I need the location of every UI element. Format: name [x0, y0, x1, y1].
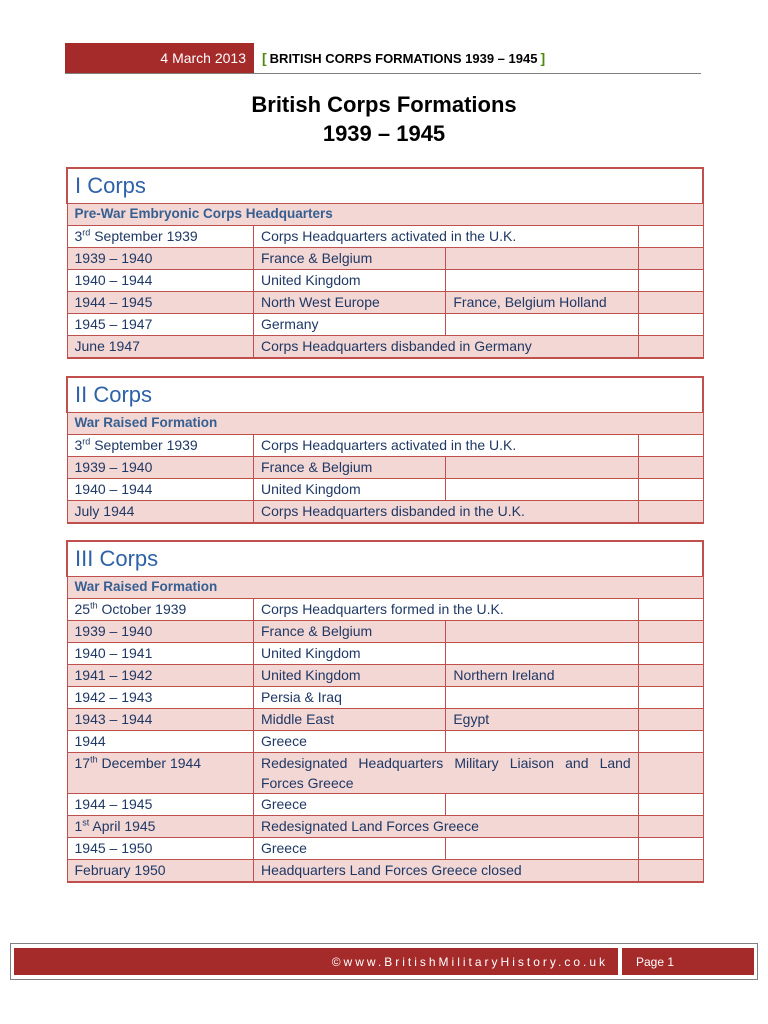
row-date [67, 794, 253, 816]
row-date-text: 1944 – 1945 [74, 294, 153, 310]
row-date-rest: December 1944 [97, 755, 202, 771]
row-date [67, 731, 253, 753]
table-row [67, 457, 703, 479]
header-bracket-close: ] [540, 50, 546, 66]
row-date-text: 1944 [74, 733, 106, 749]
row-date-text: June 1947 [74, 338, 140, 354]
document-title [0, 90, 768, 148]
row-date-text: 25 [74, 601, 91, 617]
row-empty-cell [638, 435, 703, 457]
row-date [67, 838, 253, 860]
row-empty-cell [638, 621, 703, 643]
row-location: Corps Headquarters formed in the U.K. [253, 599, 638, 621]
row-location: Persia & Iraq [253, 687, 445, 709]
row-date-rest: October 1939 [97, 601, 187, 617]
row-detail [446, 314, 638, 336]
table-row [67, 643, 703, 665]
row-date [67, 501, 254, 524]
row-location: Corps Headquarters activated in the U.K. [254, 435, 639, 457]
row-date-rest: September 1939 [90, 437, 198, 453]
row-detail [446, 457, 638, 479]
row-empty-cell [638, 501, 703, 524]
row-empty-cell [638, 753, 703, 794]
row-empty-cell [638, 665, 703, 687]
row-date-ordinal: st [82, 817, 90, 828]
corps-table [66, 167, 704, 359]
row-date [67, 621, 253, 643]
row-empty-cell [638, 270, 703, 292]
row-detail [446, 270, 638, 292]
table-row [67, 501, 703, 524]
row-empty-cell [638, 731, 703, 753]
document-title-line1: British Corps Formations [251, 92, 517, 117]
row-date-text: 1939 – 1940 [74, 623, 153, 639]
row-location: Corps Headquarters disbanded in the U.K. [254, 501, 639, 524]
row-date [67, 665, 253, 687]
table-row [67, 816, 703, 838]
row-date [67, 292, 253, 314]
row-date-text: 1944 – 1945 [74, 796, 153, 812]
row-location: Greece [253, 838, 445, 860]
row-date-rest: April 1945 [89, 818, 156, 834]
row-detail [446, 794, 638, 816]
table-row [67, 687, 703, 709]
row-location: Corps Headquarters disbanded in Germany [253, 336, 638, 359]
table-row [67, 665, 703, 687]
row-empty-cell [638, 599, 703, 621]
row-date [67, 226, 253, 248]
row-empty-cell [638, 687, 703, 709]
row-date-ordinal: th [90, 754, 98, 765]
table-row [67, 435, 703, 457]
row-detail [446, 643, 638, 665]
row-location: Redesignated Headquarters Military Liaison and Land Forces Greece [253, 753, 638, 794]
row-detail [446, 248, 638, 270]
table-row [67, 336, 703, 359]
row-date-text: 1945 – 1950 [74, 840, 153, 856]
row-location: Headquarters Land Forces Greece closed [253, 860, 638, 883]
table-row [67, 709, 703, 731]
table-row [67, 860, 703, 883]
row-detail [446, 687, 638, 709]
corps-subtitle: Pre-War Embryonic Corps Headquarters [67, 204, 703, 226]
corps-subtitle: War Raised Formation [67, 577, 703, 599]
row-detail [446, 838, 638, 860]
table-row [67, 292, 703, 314]
row-empty-cell [638, 860, 703, 883]
row-date [67, 599, 253, 621]
row-empty-cell [638, 314, 703, 336]
corps-name: II Corps [67, 377, 703, 413]
corps-table [66, 540, 704, 883]
table-row [67, 248, 703, 270]
row-empty-cell [638, 838, 703, 860]
table-row [67, 479, 703, 501]
table-row [67, 838, 703, 860]
row-date [67, 687, 253, 709]
row-date-ordinal: th [90, 600, 98, 611]
row-location: United Kingdom [253, 270, 445, 292]
row-location: France & Belgium [254, 457, 446, 479]
row-location: United Kingdom [253, 665, 445, 687]
corps-name: III Corps [67, 541, 703, 577]
row-date-text: 3 [74, 228, 83, 244]
row-date [67, 314, 253, 336]
corps-table [66, 376, 704, 524]
row-date-text: 1 [74, 818, 83, 834]
table-row [67, 794, 703, 816]
footer-page-number: Page 1 [622, 948, 754, 975]
row-date [67, 860, 253, 883]
table-row [67, 599, 703, 621]
row-date-text: 1939 – 1940 [74, 250, 153, 266]
row-empty-cell [638, 292, 703, 314]
row-date-text: 1940 – 1944 [74, 272, 153, 288]
row-empty-cell [638, 794, 703, 816]
row-location: France & Belgium [253, 248, 445, 270]
row-date-text: 1943 – 1944 [74, 711, 153, 727]
row-date-text: February 1950 [74, 862, 166, 878]
row-date-text: 1941 – 1942 [74, 667, 153, 683]
header-title-block [262, 43, 545, 73]
row-location: United Kingdom [254, 479, 446, 501]
row-date-text: 1939 – 1940 [74, 459, 153, 475]
table-row [67, 226, 703, 248]
page-footer [10, 943, 758, 980]
row-location: France & Belgium [253, 621, 445, 643]
header-bracket-open: [ [262, 50, 267, 66]
table-row [67, 270, 703, 292]
row-location: Greece [253, 794, 445, 816]
row-date [67, 435, 254, 457]
footer-website[interactable]: ©www.BritishMilitaryHistory.co.uk [14, 948, 618, 975]
row-date-text: 1940 – 1941 [74, 645, 153, 661]
row-detail: France, Belgium Holland [446, 292, 638, 314]
row-location: Greece [253, 731, 445, 753]
corps-name: I Corps [67, 168, 703, 204]
row-empty-cell [638, 709, 703, 731]
row-detail [446, 621, 638, 643]
row-empty-cell [638, 457, 703, 479]
header-date: 4 March 2013 [65, 43, 254, 73]
row-empty-cell [638, 336, 703, 359]
header-title: BRITISH CORPS FORMATIONS 1939 – 1945 [269, 50, 538, 66]
row-date [67, 479, 254, 501]
row-date [67, 753, 253, 794]
document-title-line2: 1939 – 1945 [322, 121, 446, 146]
row-date-text: 1942 – 1943 [74, 689, 153, 705]
row-date-text: July 1944 [74, 503, 135, 519]
row-date-rest: September 1939 [90, 228, 198, 244]
row-detail [446, 731, 638, 753]
row-detail: Egypt [446, 709, 638, 731]
row-date [67, 457, 254, 479]
row-empty-cell [638, 226, 703, 248]
row-date-ordinal: rd [82, 227, 91, 238]
table-row [67, 753, 703, 794]
row-date-ordinal: rd [82, 436, 91, 447]
row-date-text: 1945 – 1947 [74, 316, 153, 332]
row-empty-cell [638, 643, 703, 665]
row-location: Corps Headquarters activated in the U.K. [253, 226, 638, 248]
row-date [67, 336, 253, 359]
row-empty-cell [638, 816, 703, 838]
row-location: Germany [253, 314, 445, 336]
row-detail [446, 479, 638, 501]
row-location: Redesignated Land Forces Greece [253, 816, 638, 838]
row-empty-cell [638, 479, 703, 501]
row-location: North West Europe [253, 292, 445, 314]
row-date-text: 1940 – 1944 [74, 481, 153, 497]
row-detail: Northern Ireland [446, 665, 638, 687]
row-date [67, 643, 253, 665]
page-header [65, 43, 701, 74]
row-date [67, 816, 253, 838]
row-date [67, 709, 253, 731]
row-date-text: 17 [74, 755, 91, 771]
row-location: Middle East [253, 709, 445, 731]
table-row [67, 621, 703, 643]
corps-subtitle: War Raised Formation [67, 413, 703, 435]
row-date [67, 248, 253, 270]
row-date-text: 3 [74, 437, 83, 453]
row-empty-cell [638, 248, 703, 270]
table-row [67, 731, 703, 753]
row-location: United Kingdom [253, 643, 445, 665]
row-date [67, 270, 253, 292]
table-row [67, 314, 703, 336]
